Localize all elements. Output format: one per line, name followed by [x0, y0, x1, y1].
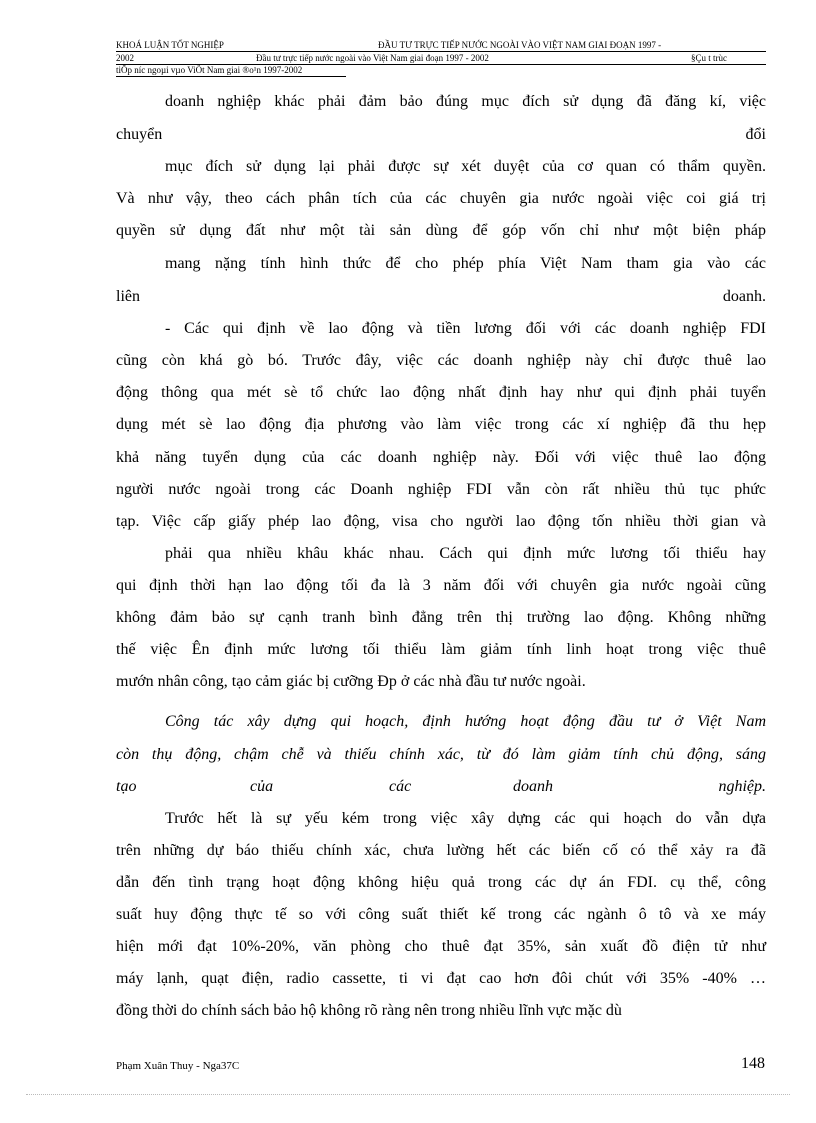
text-line: cũng còn khá gò bó. Trước đây, việc các doanh nghiệp này chỉ được thuê lao: [116, 352, 766, 369]
text-line: động thông qua mét sè tổ chức lao động nhất định hay như qui định phải tuyển: [116, 384, 766, 401]
text-line: phải qua nhiều khâu khác nhau. Cách qui định mức lương tối thiểu hay: [165, 545, 766, 562]
text-line: Và như vậy, theo cách phân tích của các chuyên gia nước ngoài việc coi giá trị: [116, 190, 766, 207]
text-line: tạp. Việc cấp giấy phép lao động, visa cho người lao động tốn nhiều thời gian và: [116, 513, 766, 530]
header-right: ĐẦU TƯ TRỰC TIẾP NƯỚC NGOÀI VÀO VIỆT NAM GIAI ĐOẠN 1997 -: [378, 40, 662, 50]
text-word: của: [250, 778, 274, 795]
text-line: mang nặng tính hình thức để cho phép phía Việt Nam tham gia vào các: [165, 255, 766, 272]
text-line: không đảm bảo sự cạnh tranh bình đẳng trên thị trường lao động. Không những: [116, 609, 766, 626]
text-line: mục đích sử dụng lại phải được sự xét duyệt của cơ quan có thẩm quyền.: [165, 158, 766, 175]
header-line2-a: 2002: [116, 53, 134, 63]
text-word: chuyển: [116, 126, 163, 143]
text-line-italic: còn thụ động, chậm chễ và thiếu chính xác, từ đó làm giảm tính chủ động, sáng: [116, 746, 766, 763]
text-line: - Các qui định về lao động và tiền lương đối với các doanh nghiệp FDI: [165, 320, 766, 337]
text-word: các: [389, 778, 412, 795]
text-line: [116, 288, 766, 306]
text-word: doanh.: [722, 288, 766, 305]
footer-author: Phạm Xuân Thuy - Nga37C: [116, 1060, 240, 1072]
text-line: quyền sử dụng đất như một tài sản dùng để góp vốn chỉ như một biện pháp: [116, 222, 766, 239]
text-line: doanh nghiệp khác phải đảm bảo đúng mục đích sử dụng đã đăng kí, việc: [165, 93, 766, 110]
text-word: nghiệp.: [718, 778, 766, 795]
header-line3: tiÕp níc ngoµi vµo ViÖt Nam giai ®o¹n 1997-2002: [116, 65, 303, 75]
page-bottom-divider: [26, 1094, 790, 1095]
text-line: suất huy động thực tế so với công suất thiết kế trong các ngành ô tô và xe máy: [116, 906, 766, 923]
text-line: Trước hết là sự yếu kém trong việc xây dựng các qui hoạch do vẫn dựa: [165, 810, 766, 827]
text-line: dụng mét sè lao động địa phương vào làm việc trong các xí nghiệp đã thu hẹp: [116, 416, 766, 433]
header-left: KHOÁ LUẬN TỐT NGHIỆP: [116, 40, 224, 50]
header-rule-1: [116, 51, 766, 52]
header-line2-b: Đầu tư trực tiếp nước ngoài vào Việt Nam giai đoạn 1997 - 2002: [256, 53, 489, 63]
text-word: doanh: [513, 778, 553, 795]
text-line: trên những dự báo thiếu chính xác, chưa lường hết các biến cố có thể xảy ra đã: [116, 842, 766, 859]
text-line: máy lạnh, quạt điện, radio cassette, ti vi đạt cao hơn đôi chút với 35% -40% …: [116, 970, 766, 987]
text-line: người nước ngoài trong các Doanh nghiệp FDI vẫn còn rất nhiều thủ tục phức: [116, 481, 766, 498]
text-line: khả năng tuyển dụng của các doanh nghiệp này. Đối với việc thuê lao động: [116, 449, 766, 466]
text-line-italic: Công tác xây dựng qui hoạch, định hướng hoạt động đầu tư ở Việt Nam: [165, 713, 766, 730]
page-number: 148: [741, 1055, 765, 1072]
text-line: thế việc Ên định mức lương tối thiểu làm giảm tính linh hoạt trong việc thuê: [116, 641, 766, 658]
text-word: tạo: [116, 778, 137, 795]
text-line: đồng thời do chính sách bảo hộ không rõ ràng nên trong nhiều lĩnh vực mặc dù: [116, 1002, 622, 1019]
text-word: liên: [116, 288, 140, 305]
text-line: mướn nhân công, tạo cảm giác bị cưỡng Ðp ở các nhà đầu tư nước ngoài.: [116, 673, 586, 690]
text-line: hiện mới đạt 10%-20%, văn phòng cho thuê đạt 35%, sản xuất đồ điện tử như: [116, 938, 766, 955]
header-line2-c: §Çu t trùc: [691, 53, 727, 63]
text-line: [116, 126, 766, 144]
header-rule-3: [116, 76, 346, 77]
text-line: dẫn đến tình trạng hoạt động không hiệu quả trong các dự án FDI. cụ thể, công: [116, 874, 766, 891]
text-word: đổi: [745, 126, 766, 143]
text-line: qui định thời hạn lao động tối đa là 3 năm đối với chuyên gia nước ngoài cũng: [116, 577, 766, 594]
